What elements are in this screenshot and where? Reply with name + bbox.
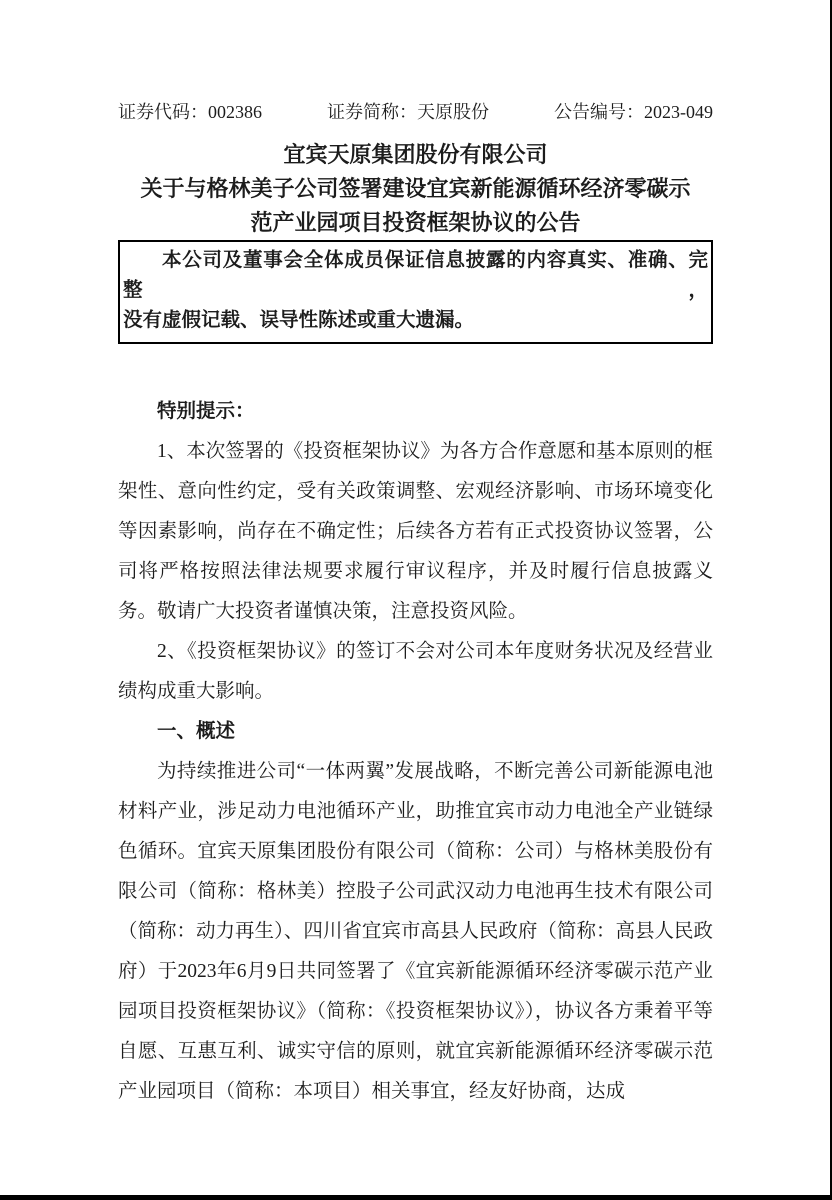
declaration-line: 没有虚假记载、误导性陈述或重大遗漏。: [123, 310, 475, 331]
stock-code: 证券代码：002386: [118, 102, 262, 122]
document-header: [118, 0, 713, 122]
announcement-title-line-1: 关于与格林美子公司签署建设宜宾新能源循环经济零碳示: [140, 176, 691, 201]
company-name-title: 宜宾天原集团股份有限公司: [283, 142, 548, 167]
announcement-title-line-2: 范产业园项目投资框架协议的公告: [250, 210, 581, 235]
stock-short-name: 证券简称：天原股份: [327, 102, 489, 122]
declaration-line: 本公司及董事会全体成员保证信息披露的内容真实、准确、完整，: [123, 250, 708, 301]
declaration-box: [118, 240, 713, 344]
special-notice-heading: 特别提示：: [157, 401, 255, 422]
page-content: [118, 0, 713, 1112]
announcement-number: 公告编号：2023-049: [554, 102, 713, 122]
special-notice-item-2: 2、《投资框架协议》的签订不会对公司本年度财务状况及经营业绩构成重大影响。: [118, 641, 713, 702]
overview-paragraph: 为持续推进公司“一体两翼”发展战略，不断完善公司新能源电池材料产业，涉足动力电池循环产业，助推宜宾市动力电池全产业链绿色循环。宜宾天原集团股份有限公司（简称：公司）与格林美股份有限公司（简称：格林美）控股子公司武汉动力电池再生技术有限公司（简称：动力再生）、四川省宜宾市高县人民政府（简称：高县人民政府）于2023年6月9日共同签署了《宜宾新能源循环经济零碳示范产业园项目投资框架协议》（简称：《投资框架协议》），协议各方秉着平等自愿、互惠互利、诚实守信的原则，就宜宾新能源循环经济零碳示范产业园项目（简称：本项目）相关事宜，经友好协商，达成: [118, 761, 713, 1102]
scan-edge-bottom: [0, 1195, 832, 1200]
section-heading-overview: 一、概述: [157, 721, 236, 742]
special-notice-item-1: 1、本次签署的《投资框架协议》为各方合作意愿和基本原则的框架性、意向性约定，受有关政策调整、宏观经济影响、市场环境变化等因素影响，尚存在不确定性；后续各方若有正式投资协议签署，公司将严格按照法律法规要求履行审议程序，并及时履行信息披露义务。敬请广大投资者谨慎决策，注意投资风险。: [118, 441, 713, 622]
